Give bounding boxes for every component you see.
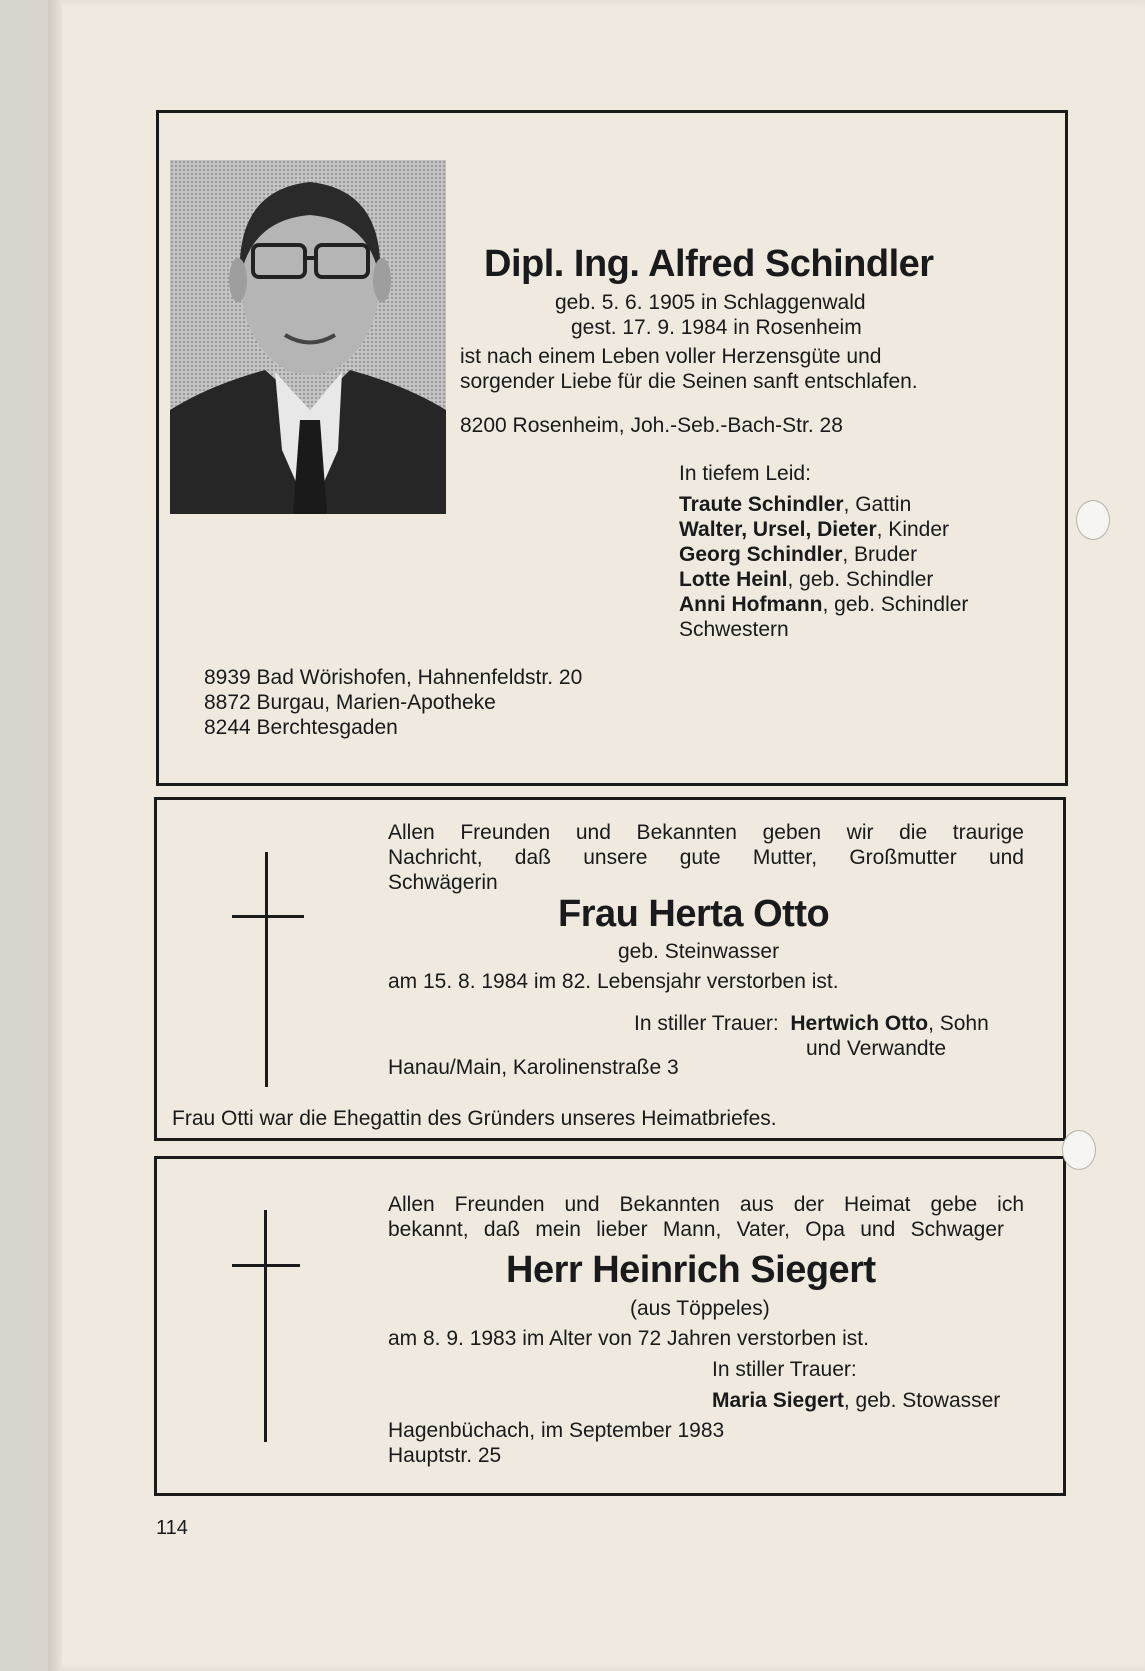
mourners-footer: Schwestern: [679, 618, 789, 641]
origin: (aus Töppeles): [630, 1297, 770, 1320]
mourner-relation: , Sohn: [928, 1012, 989, 1035]
mourner-line: [712, 1388, 1000, 1413]
mourner-name: Maria Siegert: [712, 1389, 844, 1412]
cross-icon: [265, 852, 268, 1087]
intro-line: Allen Freunden und Bekannten geben wir die traurige: [388, 821, 1024, 844]
binder-hole: [1076, 500, 1110, 540]
mourner-relation: , Kinder: [876, 518, 950, 541]
mourner-relation: , Bruder: [842, 543, 918, 566]
intro-line: Nachricht, daß unsere gute Mutter, Großmutter und: [388, 846, 1024, 869]
mourner-name: Traute Schindler: [679, 493, 844, 516]
intro-line: Schwägerin: [388, 871, 498, 894]
text-line: ist nach einem Leben voller Herzensgüte und: [460, 345, 882, 368]
mourner-relation: , geb. Schindler: [787, 568, 934, 591]
death-info: am 15. 8. 1984 im 82. Lebensjahr verstorben ist.: [388, 970, 839, 993]
death-info: gest. 17. 9. 1984 in Rosenheim: [571, 316, 862, 339]
address: 8200 Rosenheim, Joh.-Seb.-Bach-Str. 28: [460, 414, 843, 437]
mourner-name: Walter, Ursel, Dieter: [679, 518, 877, 541]
place: Hauptstr. 25: [388, 1444, 502, 1467]
mourner-relation: , Gattin: [843, 493, 912, 516]
mourner-line: [679, 542, 917, 567]
cross-icon: [264, 1210, 267, 1442]
portrait-image: [170, 160, 446, 514]
address-line: 8872 Burgau, Marien-Apotheke: [204, 691, 496, 714]
page-number: 114: [156, 1517, 188, 1539]
mourner-line: [679, 592, 968, 617]
intro-line: bekannt, daß mein lieber Mann, Vater, Opa und Schwager: [388, 1218, 1004, 1241]
portrait-photo: [170, 160, 446, 514]
mourning-label: In stiller Trauer:: [634, 1012, 779, 1035]
deceased-name: Frau Herta Otto: [558, 893, 830, 935]
mourner-relation: , geb. Schindler: [822, 593, 969, 616]
place: Hanau/Main, Karolinenstraße 3: [388, 1056, 679, 1079]
cross-bar: [232, 1264, 300, 1267]
text-line: sorgender Liebe für die Seinen sanft entschlafen.: [460, 370, 918, 393]
birth-info: geb. 5. 6. 1905 in Schlaggenwald: [555, 291, 866, 314]
mourner-name: Lotte Heinl: [679, 568, 788, 591]
mourner-name: Anni Hofmann: [679, 593, 823, 616]
mourner-name: Georg Schindler: [679, 543, 843, 566]
mourner-name: Hertwich Otto: [790, 1012, 929, 1035]
mourning-label: In stiller Trauer:: [712, 1358, 857, 1381]
mourner-line: [679, 517, 949, 542]
intro-line: Allen Freunden und Bekannten aus der Heimat gebe ich: [388, 1193, 1024, 1216]
mourning-line: [634, 1011, 989, 1036]
address-line: 8939 Bad Wörishofen, Hahnenfeldstr. 20: [204, 666, 583, 689]
deceased-name: Herr Heinrich Siegert: [506, 1249, 876, 1291]
mourner-line: [679, 492, 911, 517]
binder-hole: [1062, 1130, 1096, 1170]
grief-heading: In tiefem Leid:: [679, 462, 811, 485]
mourner-relation: , geb. Stowasser: [843, 1389, 1001, 1412]
birth-name: geb. Steinwasser: [618, 940, 780, 963]
place: Hagenbüchach, im September 1983: [388, 1419, 725, 1442]
cross-bar: [232, 915, 304, 918]
address-line: 8244 Berchtesgaden: [204, 716, 398, 739]
mourner-line: [679, 567, 933, 592]
death-info: am 8. 9. 1983 im Alter von 72 Jahren verstorben ist.: [388, 1327, 869, 1350]
page-edge: [48, 0, 62, 1671]
note: Frau Otti war die Ehegattin des Gründers unseres Heimatbriefes.: [172, 1107, 777, 1130]
relatives: und Verwandte: [806, 1037, 947, 1060]
deceased-name: Dipl. Ing. Alfred Schindler: [484, 243, 934, 285]
